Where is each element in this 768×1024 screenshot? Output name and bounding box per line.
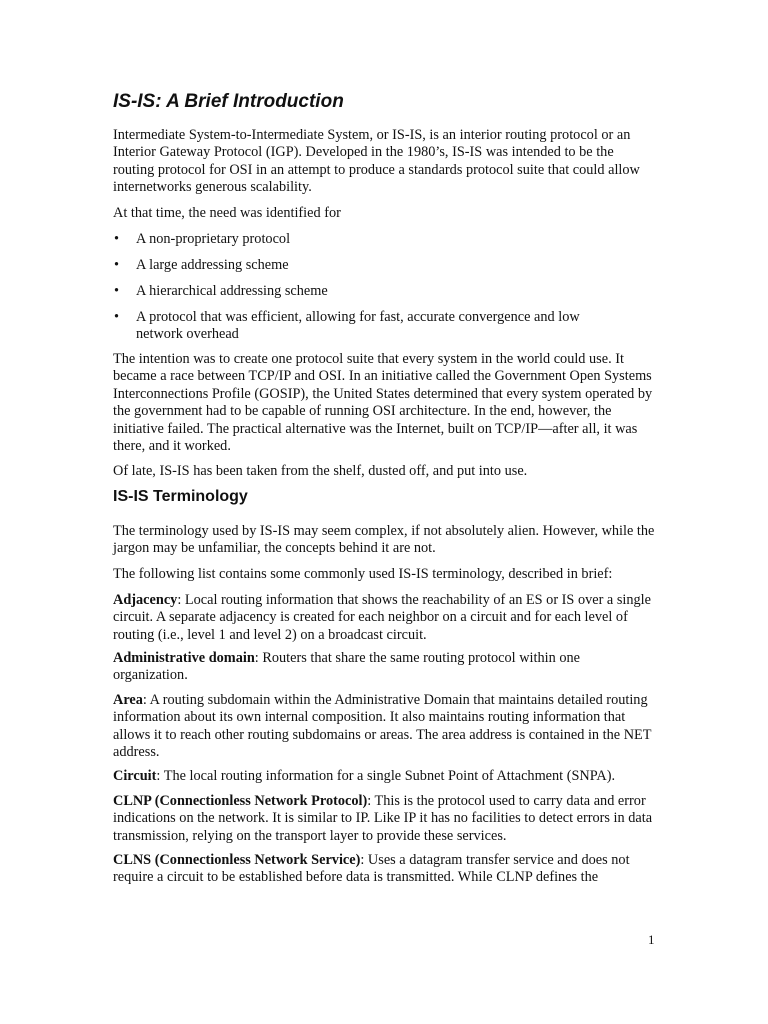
term-name: Circuit bbox=[113, 768, 157, 784]
term-name: Administrative domain bbox=[113, 650, 255, 666]
term-name: Area bbox=[113, 692, 143, 708]
term-definition: : Uses a datagram transfer service and does not require a circuit to be established before data is transmitted. While CLNP defines the bbox=[113, 852, 630, 886]
bullet-text: A non-proprietary protocol bbox=[136, 231, 291, 247]
page-number: 1 bbox=[648, 932, 655, 947]
term-definition: : This is the protocol used to carry data and error indications on the network. It is similar to IP. Like IP it has no facilities to detect errors in data transmission, relying on the transport layer to provide these services. bbox=[113, 793, 653, 844]
bullet-icon: • bbox=[114, 283, 120, 299]
term-entry-area bbox=[113, 692, 658, 762]
term-definition: : The local routing information for a single Subnet Point of Attachment (SNPA). bbox=[156, 768, 616, 784]
term-entry-adjacency bbox=[113, 592, 658, 644]
document-title: IS-IS: A Brief Introduction bbox=[113, 91, 344, 112]
bullet-text: A large addressing scheme bbox=[136, 257, 289, 273]
term-name: CLNP (Connectionless Network Protocol) bbox=[113, 793, 368, 809]
intro-paragraph-1: Intermediate System-to-Intermediate System, or IS-IS, is an interior routing protocol or an Interior Gateway Protocol (IGP). Developed in the 1980’s, IS-IS was intended to be the routing protocol for OSI in an attempt to produce a standards protocol suite that could allow internetworks generous scalability. bbox=[113, 127, 640, 196]
term-name: CLNS (Connectionless Network Service) bbox=[113, 852, 361, 868]
term-entry-administrative-domain bbox=[113, 650, 658, 685]
term-entry-clns bbox=[113, 852, 658, 887]
terminology-paragraph-2: The following list contains some commonly used IS-IS terminology, described in brief: bbox=[113, 566, 613, 582]
intro-paragraph-3: The intention was to create one protocol suite that every system in the world could use. It became a race between TCP/IP and OSI. In an initiative called the Government Open Systems Interconnections Profile (GOSIP), the United States determined that every system operated by the government had to be capable of running OSI architecture. In the end, however, the initiative failed. The practical alternative was the Internet, built on TCP/IP—after all, it was there, and it worked. bbox=[113, 351, 653, 455]
intro-paragraph-4: Of late, IS-IS has been taken from the shelf, dusted off, and put into use. bbox=[113, 463, 528, 479]
bullet-icon: • bbox=[114, 309, 120, 325]
bullet-text: A protocol that was efficient, allowing for fast, accurate convergence and low network overhead bbox=[136, 309, 580, 343]
term-definition: : Local routing information that shows the reachability of an ES or IS over a single circuit. A separate adjacency is created for each neighbor on a circuit and for each level of routing (i.e., level 1 and level 2) on a broadcast circuit. bbox=[113, 592, 651, 643]
bullet-icon: • bbox=[114, 231, 120, 247]
intro-paragraph-2: At that time, the need was identified for bbox=[113, 205, 341, 221]
term-entry-clnp bbox=[113, 793, 658, 845]
terminology-heading: IS-IS Terminology bbox=[113, 488, 248, 505]
term-definition: : Routers that share the same routing protocol within one organization. bbox=[113, 650, 580, 684]
term-name: Adjacency bbox=[113, 592, 178, 608]
term-definition: : A routing subdomain within the Administrative Domain that maintains detailed routing information about its own internal composition. It also maintains routing information that allows it to reach other routing subdomains or areas. The area address is contained in the NET address. bbox=[113, 692, 652, 761]
bullet-icon: • bbox=[114, 257, 120, 273]
terminology-paragraph-1: The terminology used by IS-IS may seem complex, if not absolutely alien. However, while the jargon may be unfamiliar, the concepts behind it are not. bbox=[113, 523, 655, 557]
bullet-text: A hierarchical addressing scheme bbox=[136, 283, 328, 299]
term-entry-circuit bbox=[113, 768, 658, 785]
